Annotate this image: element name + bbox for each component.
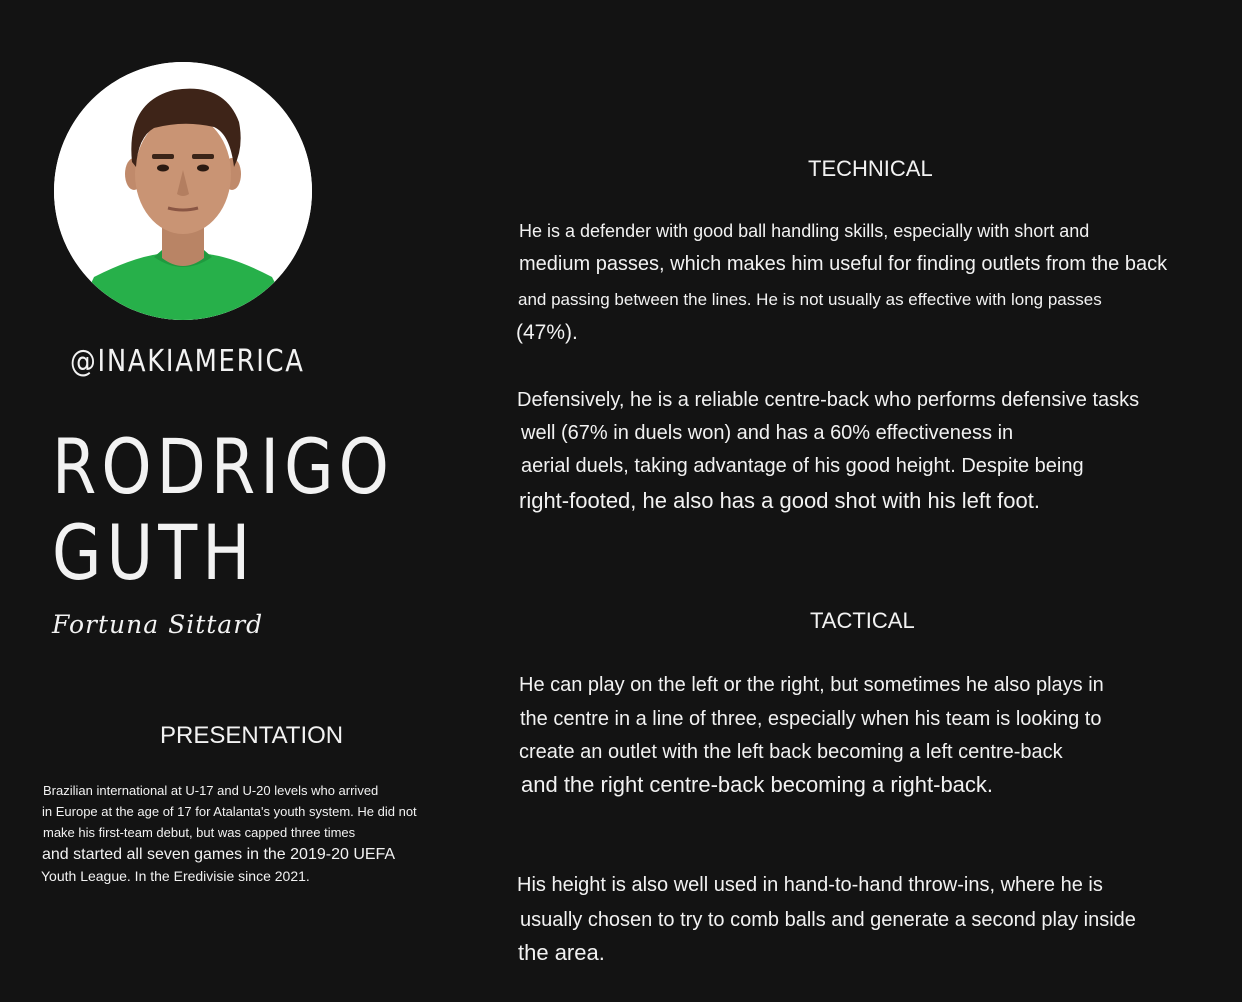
technical-line: right-footed, he also has a good shot with his left foot. [519, 488, 1040, 513]
technical-title: TECHNICAL [808, 156, 933, 181]
presentation-line: and started all seven games in the 2019-20 UEFA [42, 846, 396, 863]
tactical-line: the centre in a line of three, especially when his team is looking to [520, 708, 1102, 730]
technical-line: medium passes, which makes him useful for finding outlets from the back [519, 253, 1168, 275]
technical-line: and passing between the lines. He is not usually as effective with long passes [518, 290, 1102, 309]
tactical-line: His height is also well used in hand-to-hand throw-ins, where he is [517, 874, 1103, 896]
presentation-line: make his first-team debut, but was capped three times [43, 825, 356, 840]
club-name: Fortuna Sittard [52, 610, 264, 639]
tactical-line: He can play on the left or the right, but sometimes he also plays in [519, 674, 1104, 696]
technical-line: Defensively, he is a reliable centre-back who performs defensive tasks [517, 389, 1140, 411]
tactical-line: and the right centre-back becoming a right-back. [521, 772, 994, 797]
player-photo [54, 62, 312, 320]
tactical-line: the area. [518, 940, 605, 965]
social-handle: @INAKIAMERICA [70, 344, 305, 379]
tactical-line: create an outlet with the left back becoming a left centre-back [519, 741, 1063, 763]
technical-line: (47%). [516, 321, 578, 344]
presentation-line: Youth League. In the Eredivisie since 2021. [41, 868, 310, 884]
first-name: RODRIGO [52, 422, 394, 511]
player-name [52, 424, 394, 596]
presentation-title: PRESENTATION [160, 722, 344, 749]
tactical-line: usually chosen to try to comb balls and generate a second play inside [520, 909, 1136, 931]
presentation-line: in Europe at the age of 17 for Atalanta's youth system. He did not [42, 804, 417, 819]
last-name: GUTH [52, 508, 256, 597]
presentation-line: Brazilian international at U-17 and U-20 levels who arrived [43, 783, 379, 798]
player-portrait-icon [54, 62, 312, 320]
tactical-title: TACTICAL [810, 608, 915, 633]
technical-line: aerial duels, taking advantage of his good height. Despite being [521, 455, 1084, 477]
technical-line: well (67% in duels won) and has a 60% effectiveness in [521, 422, 1014, 444]
technical-line: He is a defender with good ball handling skills, especially with short and [519, 221, 1090, 241]
